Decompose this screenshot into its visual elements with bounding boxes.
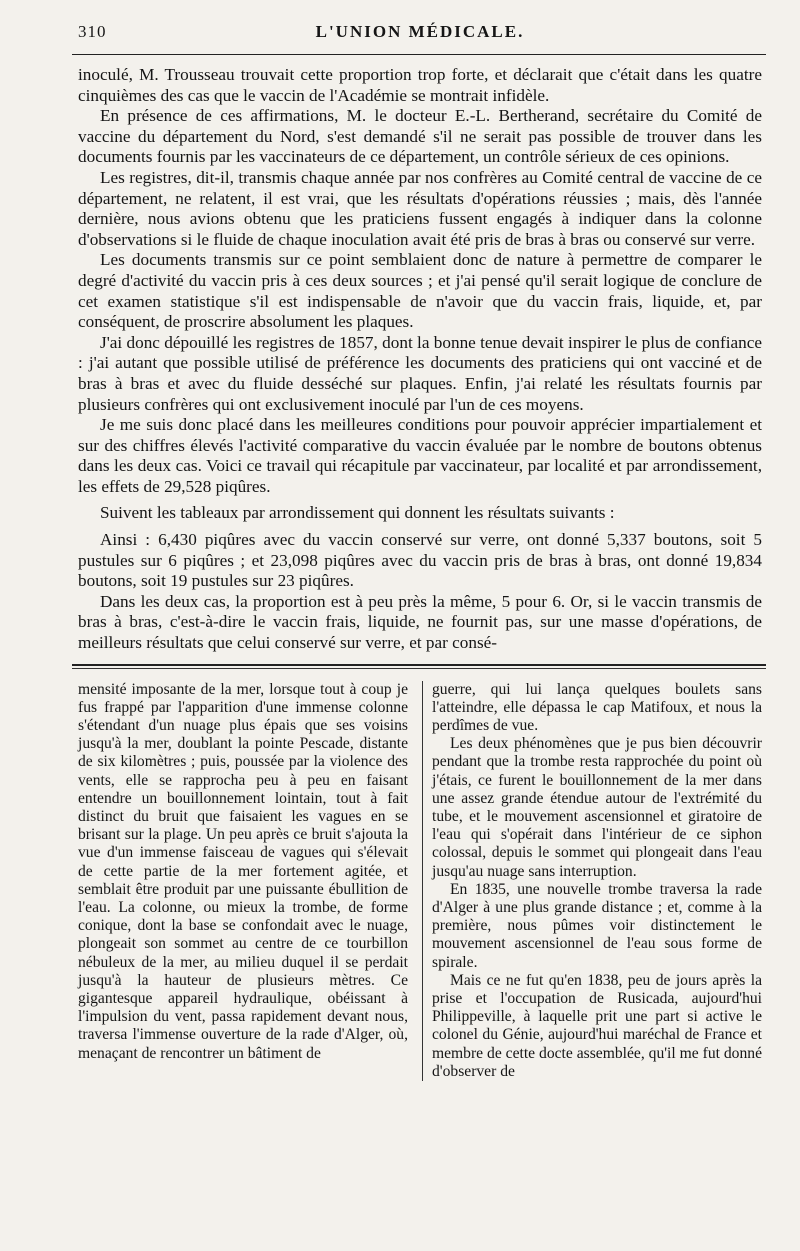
main-paragraph: Les documents transmis sur ce point semblaient donc de nature à permettre de comparer le degré d'activité du vaccin pris à ces deux sources ; et j'ai pensé qu'il serait logique de conclure de cet examen statistique s'il est indispensable de n'avoir que du vaccin frais, liquide, et, par conséquent, de proscrire absolument les plaques.: [78, 250, 762, 332]
header-rule: [72, 54, 766, 55]
right-column: [432, 681, 762, 1081]
feuilleton-columns: [78, 681, 762, 1081]
column-paragraph: En 1835, une nouvelle trombe traversa la rade d'Alger à une plus grande distance ; et, comme à la première, nous pûmes voir distinctement le mouvement ascensionnel de l'eau sous forme de spirale.: [432, 880, 762, 971]
column-paragraph: Les deux phénomènes que je pus bien découvrir pendant que la trombe resta rapprochée du point où j'étais, ce furent le bouillonnement de la mer dans une assez grande étendue autour de l'extrémité du tube, et le mouvement ascensionnel et giratoire de l'eau qui s'opérait dans l'intérieur de ce siphon colossal, depuis le sommet qui plongeait dans l'eau jusqu'au nuage sans interruption.: [432, 735, 762, 880]
left-column: [78, 681, 408, 1081]
main-paragraph: Les registres, dit-il, transmis chaque année par nos confrères au Comité central de vaccine de ce département, ne relatent, il est vrai, que les résultats d'opérations réussies ; mais, dès l'année dernière, nous avions obtenu que les praticiens fussent engagés à indiquer dans la colonne d'observations si le fluide de chaque inoculation avait été pris de bras à bras ou conservé sur verre.: [78, 167, 762, 249]
feuilleton-rule: [72, 664, 766, 666]
column-paragraph: Mais ce ne fut qu'en 1838, peu de jours après la prise et l'occupation de Rusicada, aujourd'hui Philippeville, à laquelle prit une part si active le colonel du Génie, aujourd'hui maréchal de France et membre de cette docte assemblée, qu'il me fut donné d'observer de: [432, 971, 762, 1080]
page-header: [78, 14, 762, 40]
main-paragraph: Je me suis donc placé dans les meilleures conditions pour pouvoir apprécier impartialement et sur des chiffres élevés l'activité comparative du vaccin évaluée par le nombre de boutons obtenus dans les deux cas. Voici ce travail qui récapitule par vaccinateur, par localité et par arrondissement, les effets de 29,528 piqûres.: [78, 415, 762, 496]
feuilleton-rule-thin: [72, 668, 766, 669]
main-paragraph: J'ai donc dépouillé les registres de 1857, dont la bonne tenue devait inspirer le plus de confiance : j'ai autant que possible utilisé de préférence les documents des praticiens qui ont vacciné et de bras à bras et avec du fluide desséché sur plaques. Enfin, j'ai relaté les résultats fournis par plusieurs confrères qui ont exclusivement inoculé par l'un de ces moyens.: [78, 332, 762, 414]
column-divider: [422, 681, 423, 1081]
main-paragraph: Suivent les tableaux par arrondissement qui donnent les résultats suivants :: [100, 503, 615, 523]
main-paragraph: Ainsi : 6,430 piqûres avec du vaccin conservé sur verre, ont donné 5,337 boutons, soit 5 pustules sur 6 piqûres ; et 23,098 piqûres avec du vaccin pris de bras à bras, ont donné 19,834 boutons, soit 19 pustules sur 23 piqûres.: [78, 530, 762, 591]
journal-title: L'UNION MÉDICALE.: [315, 22, 525, 41]
column-paragraph: mensité imposante de la mer, lorsque tout à coup je fus frappé par l'apparition d'une immense colonne s'étendant d'un nuage plus épais que ses voisins jusqu'à la mer, doublant la pointe Pescade, distante de six kilomètres ; puis, poussée par la violence des vents, elle se rapprocha peu à peu en faisant entendre un bouillonnement lointain, tout à fait distinct du bruit que faisaient les vagues en se brisant sur la plage. Un peu après ce bruit s'ajouta la vue d'un immense faisceau de vagues qui s'élevait de cette partie de la mer fortement agitée, et semblait être produit par une puissante ébullition de l'eau. La colonne, ou mieux la trombe, de forme conique, dont la base se confondait avec le nuage, plongeait son sommet au centre de ce tourbillon nébuleux de la mer, au milieu duquel il se perdait jusqu'à la hauteur de plusieurs mètres. Ce gigantesque appareil hydraulique, obéissant à l'impulsion du vent, passa rapidement devant nous, traversa l'immense ouverture de la rade d'Alger, où, menaçant de rencontrer un bâtiment de: [78, 680, 408, 1062]
main-paragraph: inoculé, M. Trousseau trouvait cette proportion trop forte, et déclarait que c'était dans les quatre cinquièmes des cas que le vaccin de l'Académie se montrait infidèle.: [78, 65, 762, 105]
main-paragraph: Dans les deux cas, la proportion est à peu près la même, 5 pour 6. Or, si le vaccin transmis de bras à bras, c'est-à-dire le vaccin frais, liquide, ne fournit pas, sur une masse d'opérations, de meilleurs résultats que celui conservé sur verre, et par consé-: [78, 591, 762, 653]
main-article: [78, 65, 762, 654]
column-paragraph: guerre, qui lui lança quelques boulets sans l'atteindre, elle dépassa le cap Matifoux, et nous la perdîmes de vue.: [432, 680, 762, 735]
page-number: 310: [78, 22, 107, 41]
main-paragraph: En présence de ces affirmations, M. le docteur E.-L. Bertherand, secrétaire du Comité de vaccine du département du Nord, s'est demandé s'il ne serait pas possible de trouver dans les documents fournis par les vaccinateurs de ce département, un contrôle sérieux de ces opinions.: [78, 106, 762, 167]
